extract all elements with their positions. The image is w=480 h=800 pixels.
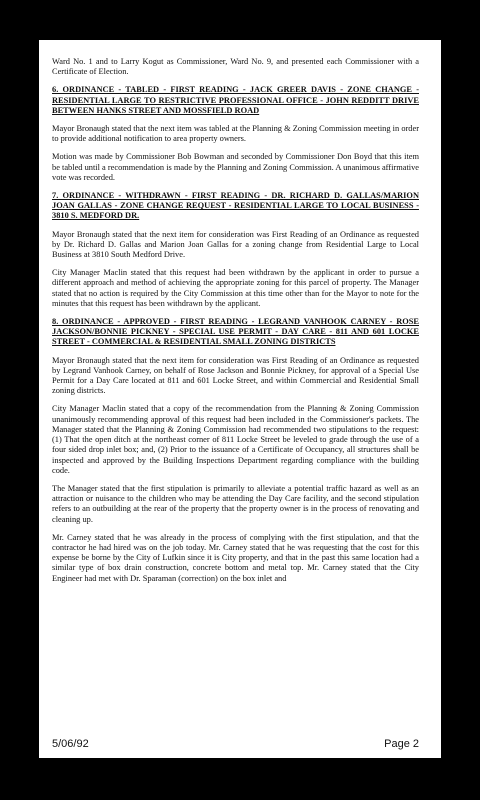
body-paragraph: Mayor Bronaugh stated that the next item for consideration was First Reading of an Ordinance as requested by Dr. Richard D. Gallas and Marion Joan Gallas for a zoning change from Residential Large to Local Business at 3810 South Medford Drive.: [52, 229, 419, 260]
body-paragraph: Ward No. 1 and to Larry Kogut as Commissioner, Ward No. 9, and presented each Commissioner with a Certificate of Election.: [52, 57, 419, 77]
body-paragraph: Mayor Bronaugh stated that the next item was tabled at the Planning & Zoning Commission meeting in order to provide additional notification to area property owners.: [52, 124, 419, 144]
footer-page-number: Page 2: [384, 738, 419, 750]
document-page: [39, 40, 441, 758]
agenda-item-heading: 6. ORDINANCE - TABLED - FIRST READING - JACK GREER DAVIS - ZONE CHANGE - RESIDENTIAL LARGE TO RESTRICTIVE PROFESSIONAL OFFICE - JOHN REDDITT DRIVE BETWEEN HANKS STREET AND MOSSFIELD ROAD: [52, 85, 419, 115]
footer-date: 5/06/92: [52, 738, 89, 750]
body-paragraph: The Manager stated that the first stipulation is primarily to alleviate a potential traffic hazard as well as an attraction or nuisance to the children who may be attending the Day Care facility, and the second stipulation refers to an outbuilding at the rear of the property that the property owner is in the process of renovating and cleaning up.: [52, 483, 419, 524]
body-paragraph: City Manager Maclin stated that a copy of the recommendation from the Planning & Zoning Commission unanimously recommending approval of this request had been included in the Commissioner's packets. The Manager stated that the Planning & Zoning Commission had recommended two stipulations to the request: (1) That the open ditch at the northeast corner of 811 Locke Street be leveled to grade through the use of a four sided drop inlet box; and, (2) Prior to the issuance of a Certificate of Occupancy, all structures shall be inspected and approved by the Building Inspections Department regarding compliance with the building code.: [52, 404, 419, 475]
body-paragraph: Mr. Carney stated that he was already in the process of complying with the first stipulation, and that the contractor he had hired was on the job today. Mr. Carney stated that he was requesting that the cost for this expense be borne by the City of Lufkin since it is City property, and that in the past this same location had a similar type of box drain construction, concrete bottom and metal top. Mr. Carney stated that the City Engineer had met with Dr. Sparaman (correction) on the box inlet and: [52, 532, 419, 583]
body-paragraph: City Manager Maclin stated that this request had been withdrawn by the applicant in order to pursue a different approach and method of achieving the appropriate zoning for this parcel of property. The Manager stated that no action is required by the City Commission at this time other than for the Mayor to note for the minutes that this request has been withdrawn by the applicant.: [52, 268, 419, 308]
document-body: [52, 57, 419, 584]
agenda-item-heading: 7. ORDINANCE - WITHDRAWN - FIRST READING - DR. RICHARD D. GALLAS/MARION JOAN GALLAS - ZONE CHANGE REQUEST - RESIDENTIAL LARGE TO LOCAL BUSINESS - 3810 S. MEDFORD DR.: [52, 191, 419, 221]
page-footer: [52, 738, 419, 750]
body-paragraph: Motion was made by Commissioner Bob Bowman and seconded by Commissioner Don Boyd that this item be tabled until a recommendation is made by the Planning and Zoning Commission. A unanimous affirmative vote was recorded.: [52, 152, 419, 182]
body-paragraph: Mayor Bronaugh stated that the next item for consideration was First Reading of an Ordinance as requested by Legrand Vanhook Carney, on behalf of Rose Jackson and Bonnie Pickney, for approval of a Special Use Permit for a Day Care located at 811 and 601 Locke Street, and within Commercial and Residential Small zoning districts.: [52, 355, 419, 396]
agenda-item-heading: 8. ORDINANCE - APPROVED - FIRST READING - LEGRAND VANHOOK CARNEY - ROSE JACKSON/BONNIE PICKNEY - SPECIAL USE PERMIT - DAY CARE - 811 AND 601 LOCKE STREET - COMMERCIAL & RESIDENTIAL SMALL ZONING DISTRICTS: [52, 317, 419, 347]
